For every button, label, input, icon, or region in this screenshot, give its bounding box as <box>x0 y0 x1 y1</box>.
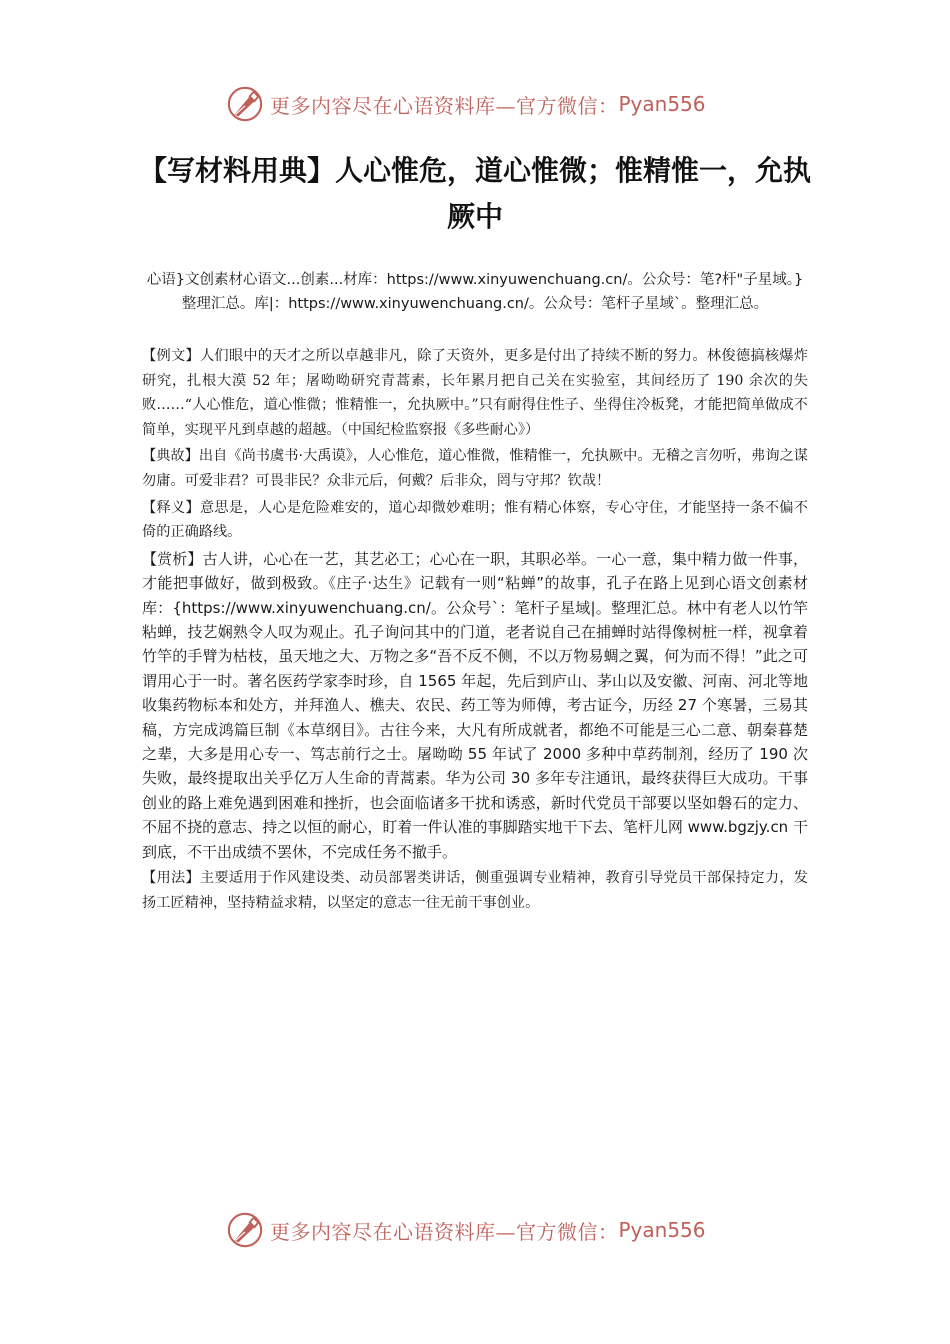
section-text: 意思是，人心是危险难安的，道心却微妙难明；惟有精心体察，专心守住，才能坚持一条不偏不倚的正确路线。 <box>142 499 808 541</box>
section-appreciation <box>142 547 808 864</box>
banner-wechat-id: Pyan556 <box>618 92 706 116</box>
section-example <box>142 344 808 442</box>
banner-text: 更多内容尽在心语资料库—官方微信： <box>270 1219 619 1244</box>
section-text: 古人讲，心心在一艺，其艺必工；心心在一职，其职必举。一心一意，集中精力做一件事，才能把事做好，做到极致。《庄子·达生》记载有一则“粘蝉”的故事，孔子在路上见到心语文创素材库：{https://www.xinyuwenchuang.cn/。公众号`：笔杆子星域|。整理汇总。林中有老人以竹竿粘蝉，技艺娴熟令人叹为观止。孔子询问其中的门道，老者说自己在捕蝉时站得像树桩一样，视拿着竹竿的手臂为枯枝，虽天地之大、万物之多“吾不反不侧，不以万物易蜩之翼，何为而不得！”此之可谓用心于一时。著名医药学家李时珍，自 1565 年起，先后到庐山、茅山以及安徽、河南、河北等地收集药物标本和处方，并拜渔人、樵夫、农民、药工等为师傅，考古证今，历经 27 个寒暑，三易其稿，方完成鸿篇巨制《本草纲目》。古往今来，大凡有所成就者，都绝不可能是三心二意、朝秦暮楚之辈，大多是用心专一、笃志前行之士。屠呦呦 55 年试了 2000 多种中草药制剂，经历了 190 次失败，最终提取出关乎亿万人生命的青蒿素。华为公司 30 多年专注通讯，最终获得巨大成功。干事创业的路上难免遇到困难和挫折，也会面临诸多干扰和诱惑，新时代党员干部要以坚如磐石的定力、不屈不挠的意志、持之以恒的耐心，盯着一件认准的事脚踏实地干下去、笔杆儿网 www.bgzjy.cn 干到底，不干出成绩不罢休，不完成任务不撤手。 <box>142 549 808 861</box>
article-body <box>142 344 808 917</box>
section-text: 出自《尚书虞书·大禹谟》，人心惟危，道心惟微，惟精惟一，允执厥中。无稽之言勿听，弗询之谋勿庸。可爱非君？可畏非民？众非元后，何戴？后非众，罔与守邦？钦哉！ <box>142 448 808 489</box>
section-allusion <box>142 444 808 493</box>
section-text: 人们眼中的天才之所以卓越非凡，除了天资外，更多是付出了持续不断的努力。林俊德搞核爆炸研究，扎根大漠 52 年；屠呦呦研究青蒿素，长年累月把自己关在实验室，其间经历了 190 余次的失败……“人心惟危，道心惟微；惟精惟一，允执厥中。”只有耐得住性子、坐得住冷板凳，才能把简单做成不简单，实现平凡到卓越的超越。（中国纪检监察报《多些耐心》） <box>142 348 808 438</box>
section-tag: 【赏析】 <box>142 549 203 568</box>
page-title: 【写材料用典】人心惟危，道心惟微；惟精惟一，允执厥中 <box>138 154 811 233</box>
section-tag: 【例文】 <box>142 348 200 364</box>
footer-banner <box>226 1208 706 1252</box>
banner-wechat-id: Pyan556 <box>618 1218 706 1242</box>
section-tag: 【用法】 <box>142 870 200 887</box>
section-meaning <box>142 496 808 545</box>
header-banner <box>226 82 706 126</box>
section-tag: 【释义】 <box>142 499 200 516</box>
pen-nib-logo-icon <box>226 85 264 123</box>
section-text: 主要适用于作风建设类、动员部署类讲话，侧重强调专业精神，教育引导党员干部保持定力，发扬工匠精神，坚持精益求精，以坚定的意志一往无前干事创业。 <box>142 870 808 911</box>
banner-text: 更多内容尽在心语资料库—官方微信： <box>270 93 619 118</box>
section-tag: 【典故】 <box>142 448 199 465</box>
section-usage <box>142 866 808 915</box>
source-line: 心语}文创素材心语文...创素...材库：https://www.xinyuwenchuang.cn/。公众号：笔?杆"子星域。}整理汇总。库|：https://www.xinyuwenchuang.cn/。公众号：笔杆子星域`。整理汇总。 <box>146 272 804 312</box>
pen-nib-logo-icon <box>226 1211 264 1249</box>
